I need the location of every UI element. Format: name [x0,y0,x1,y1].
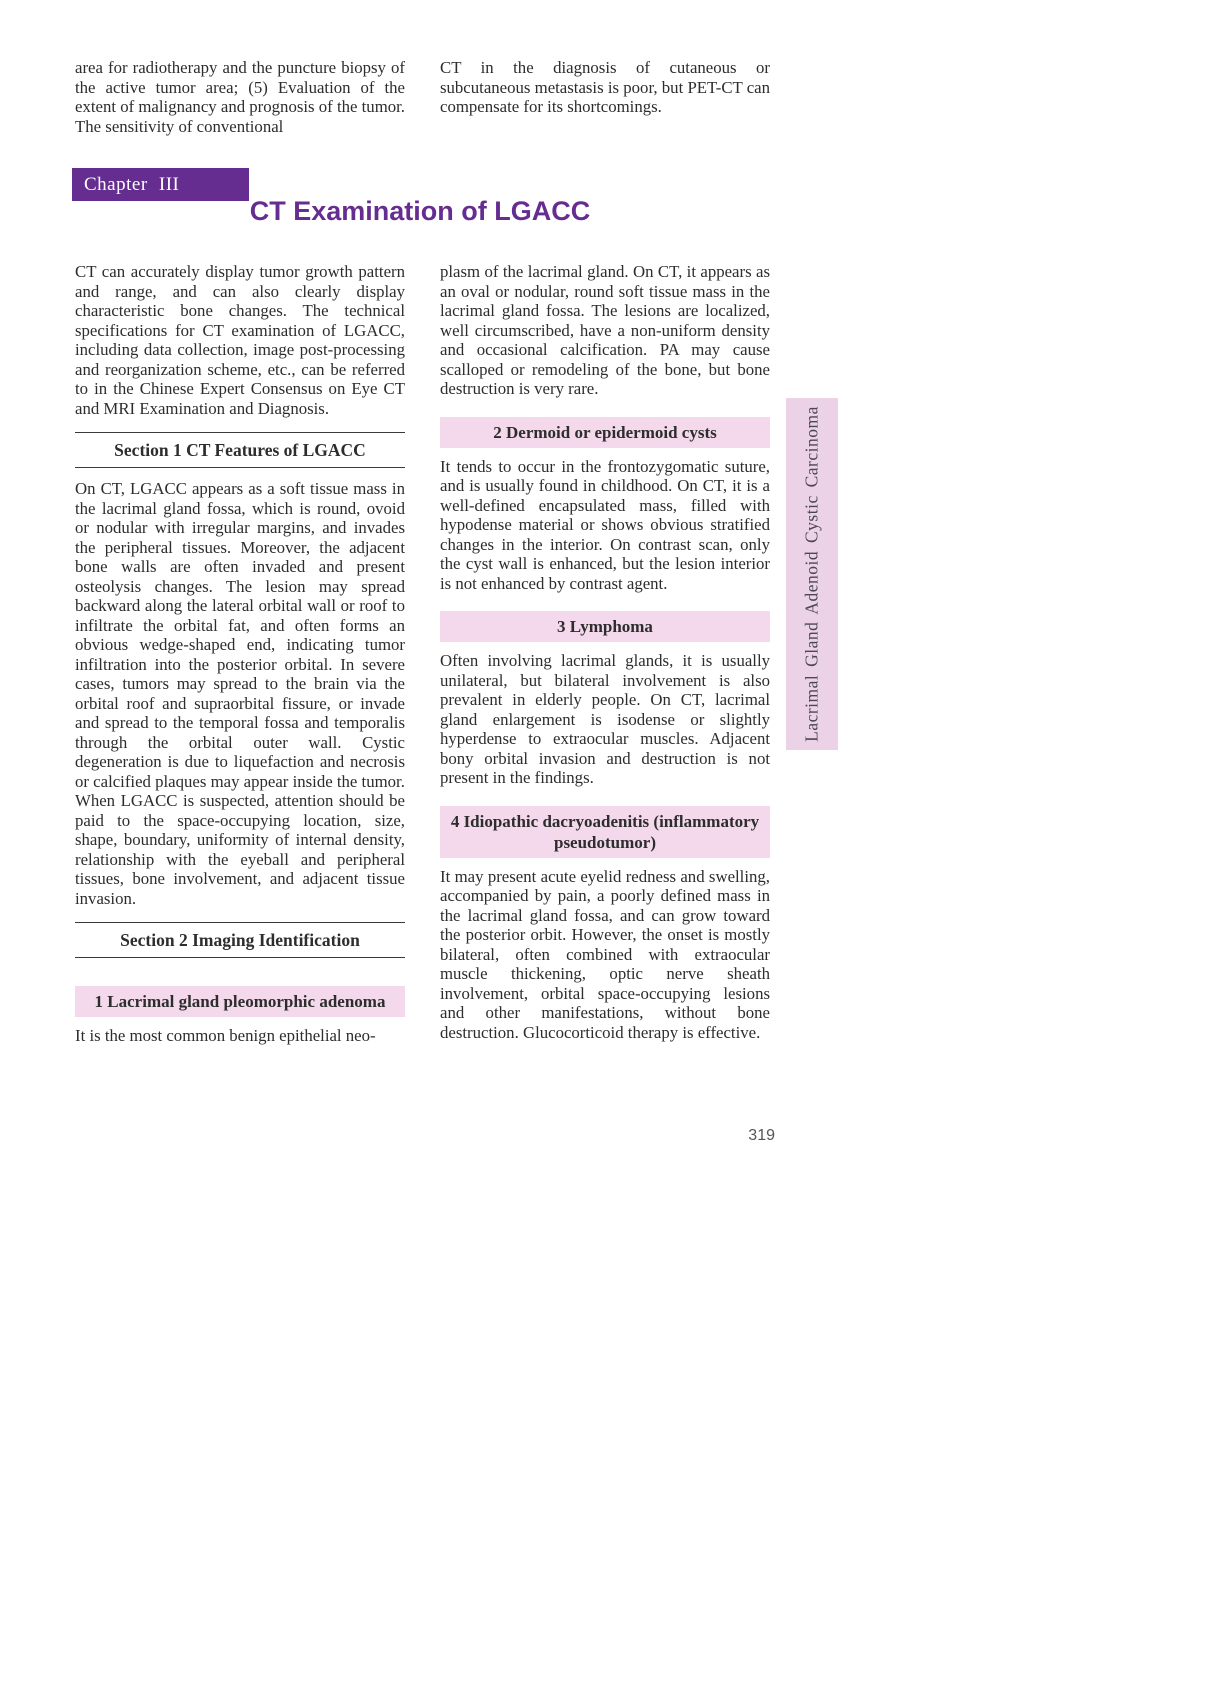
paragraph: When LGACC is suspected, attention should be paid to the space-occupying location, size, shape, boundary, uniformity of internal density, relationship with the eyeball and peripheral tissues, bone involvement, and adjacent tissue invasion. [75,791,405,908]
subsection-heading-3 [440,611,770,642]
section-2-title: Section 2 Imaging Identification [120,930,360,950]
paragraph: On CT, LGACC appears as a soft tissue mass in the lacrimal gland fossa, which is round, ovoid or nodular with irregular margins, and invades the peripheral tissues. Moreover, the adjacent bone walls are often invaded and present osteolysis changes. The lesion may spread backward along the lateral orbital wall or roof to infiltrate the orbital fat, and often forms an obvious wedge-shaped end, indicating tumor infiltration into the posterior orbital. In severe cases, tumors may spread to the brain via the orbital roof and supraorbital fissure, or invade and spread to the temporal fossa and temporalis through the orbital outer wall. Cystic degeneration is due to liquefaction and necrosis or calcified plaques may appear inside the tumor. [75,479,405,791]
top-right-paragraph [440,58,770,117]
subsection-heading-4-label: 4 Idiopathic dacryoadenitis (inflammatory pseudotumor) [450,811,760,852]
paragraph: CT in the diagnosis of cutaneous or subcutaneous metastasis is poor, but PET-CT can compensate for its shortcomings. [440,58,770,116]
top-left-paragraph [75,58,405,136]
paragraph: plasm of the lacrimal gland. On CT, it appears as an oval or nodular, round soft tissue mass in the lacrimal gland fossa. The lesions are localized, well circumscribed, have a non-uniform density and occasional calcification. PA may cause scalloped or remodeling of the bone, but bone destruction is very rare. [440,262,770,398]
subsection-heading-2-label: 2 Dermoid or epidermoid cysts [493,422,717,442]
subsection-heading-1 [75,986,405,1017]
left-column [75,262,405,1046]
chapter-side-tab-label: Lacrimal Gland Adenoid Cystic Carcinoma [801,406,822,742]
subsection-heading-2 [440,417,770,448]
section-1-header [75,432,405,468]
paragraph: It may present acute eyelid redness and swelling, accompanied by pain, a poorly defined mass in the lacrimal gland fossa, and can grow toward the posterior orbit. However, the onset is mostly bilateral, often combined with extraocular muscle thickening, optic nerve sheath involvement, orbital space-occupying lesions and other manifestations, without bone destruction. Glucocorticoid therapy is effective. [440,866,770,1042]
right-column [440,262,770,1042]
subsection-heading-4 [440,806,770,858]
paragraph: It tends to occur in the frontozygomatic suture, and is usually found in childhood. On CT, it is a well-defined encapsulated mass, filled with hypodense material or shows obvious stratified changes in the interior. On contrast scan, only the cyst wall is enhanced, but the lesion interior is not enhanced by contrast agent. [440,456,770,593]
paragraph: It is the most common benign epithelial neo- [75,1026,376,1045]
section-1-title: Section 1 CT Features of LGACC [114,440,366,460]
chapter-side-tab [786,398,838,750]
page-title: CT Examination of LGACC [249,196,591,226]
subsection-heading-3-label: 3 Lymphoma [557,617,653,636]
chapter-banner-label: Chapter III [84,174,180,195]
paragraph: CT can accurately display tumor growth pattern and range, and can also clearly display characteristic bone changes. The technical specifications for CT examination of LGACC, including data collection, image post-processing and reorganization scheme, etc., can be referred to in the Chinese Expert Consensus on Eye CT and MRI Examination and Diagnosis. [75,262,405,418]
page-number: 319 [748,1127,775,1144]
subsection-heading-1-label: 1 Lacrimal gland pleomorphic adenoma [94,992,386,1011]
paragraph: area for radiotherapy and the puncture biopsy of the active tumor area; (5) Evaluation of the extent of malignancy and prognosis of the tumor. The sensitivity of conventional [75,58,405,136]
section-2-header [75,922,405,958]
paragraph: Often involving lacrimal glands, it is usually unilateral, but bilateral involvement is also prevalent in elderly people. On CT, lacrimal gland enlargement is isodense or slightly hyperdense to extraocular muscles. Adjacent bony orbital invasion and destruction is not present in the findings. [440,651,770,787]
